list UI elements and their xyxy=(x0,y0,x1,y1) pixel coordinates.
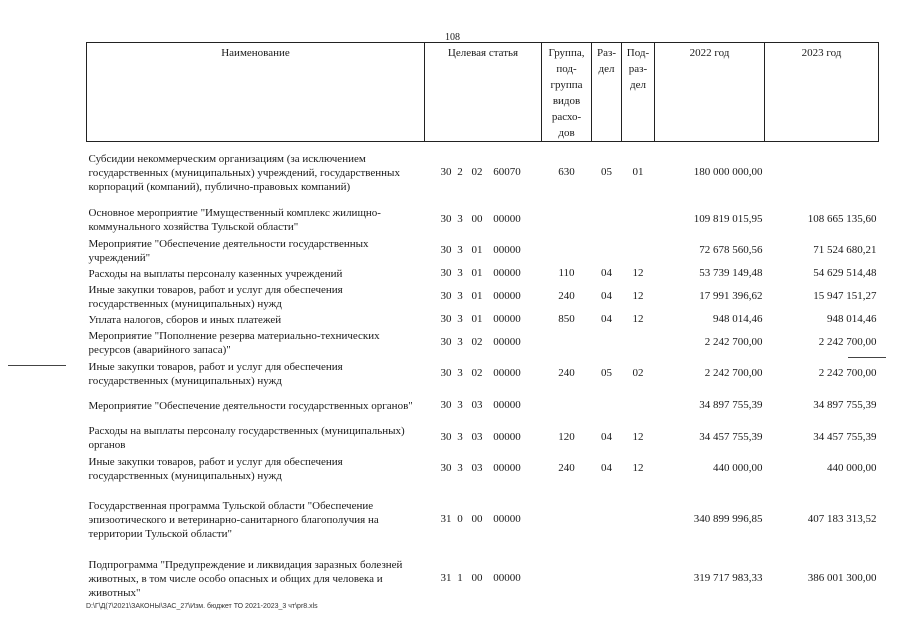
group-cell xyxy=(542,204,592,236)
target-article-cs3: 02 xyxy=(471,336,483,348)
table-row xyxy=(87,266,879,282)
target-article-cs4: 00000 xyxy=(493,267,521,279)
section-cell xyxy=(592,390,622,422)
page-number: 108 xyxy=(445,32,460,43)
target-article-cs1: 30 xyxy=(440,166,452,179)
target-article-cell xyxy=(425,236,542,266)
group-cell: 630 xyxy=(558,166,575,179)
subsection-cell: 12 xyxy=(632,313,644,325)
group-cell xyxy=(542,390,592,422)
table-row xyxy=(87,282,879,312)
amount-2023-cell: 386 001 300,00 xyxy=(807,572,877,584)
budget-table xyxy=(86,42,879,602)
subsection-cell xyxy=(622,556,655,602)
target-article-cs2: 2 xyxy=(457,166,463,179)
target-article-cell xyxy=(425,282,542,312)
target-article-cs4: 00000 xyxy=(493,513,521,525)
amount-2022-cell: 180 000 000,00 xyxy=(693,166,763,179)
header-section: Раз-дел xyxy=(592,43,622,142)
subsection-cell xyxy=(622,390,655,422)
row-name: Мероприятие "Обеспечение деятельности государственных органов" xyxy=(88,399,413,412)
row-name: Основное мероприятие "Имущественный комплекс жилищно-коммунального хозяйства Тульской области" xyxy=(88,206,381,233)
section-cell: 05 xyxy=(601,367,612,379)
section-cell: 04 xyxy=(601,267,612,279)
row-name: Государственная программа Тульской области "Обеспечение эпизоотического и ветеринарно-санитарного благополучия на территории Тульской области" xyxy=(88,499,379,540)
group-cell xyxy=(542,556,592,602)
group-cell xyxy=(542,328,592,358)
target-article-cell xyxy=(425,358,542,390)
target-article-cs2: 3 xyxy=(457,267,463,279)
group-cell: 240 xyxy=(558,462,575,474)
table-row xyxy=(87,236,879,266)
target-article-cs1: 30 xyxy=(440,244,452,256)
table-row xyxy=(87,390,879,422)
target-article-cs1: 30 xyxy=(440,431,452,443)
amount-2022-cell: 34 457 755,39 xyxy=(699,431,763,443)
group-cell xyxy=(542,236,592,266)
table-row xyxy=(87,312,879,328)
row-name: Субсидии некоммерческим организациям (за исключением государственных (муниципальных) учреждений, государственных корпораций (компаний), публично-правовых компаний) xyxy=(88,152,400,193)
target-article-cell xyxy=(425,492,542,548)
row-name: Иные закупки товаров, работ и услуг для обеспечения государственных (муниципальных) нужд xyxy=(88,455,343,482)
amount-2023-cell: 108 665 135,60 xyxy=(807,213,877,225)
target-article-cs1: 30 xyxy=(440,213,452,225)
row-name: Расходы на выплаты персоналу государственных (муниципальных) органов xyxy=(88,424,405,451)
row-name: Мероприятие "Пополнение резерва материально-технических ресурсов (аварийного запаса)" xyxy=(88,329,380,356)
target-article-cs3: 01 xyxy=(471,290,483,302)
header-subsection: Под-раз-дел xyxy=(622,43,655,142)
group-cell xyxy=(542,492,592,548)
subsection-cell: 12 xyxy=(632,267,644,279)
amount-2023-cell: 15 947 151,27 xyxy=(813,290,877,302)
target-article-cs2: 3 xyxy=(457,213,463,225)
page-break-line-left xyxy=(8,365,66,366)
target-article-cs3: 03 xyxy=(471,431,483,443)
target-article-cs3: 02 xyxy=(471,367,483,379)
table-row xyxy=(87,358,879,390)
target-article-cs4: 00000 xyxy=(493,244,521,256)
group-cell: 240 xyxy=(558,367,575,379)
section-cell xyxy=(592,328,622,358)
target-article-cs2: 0 xyxy=(457,513,463,525)
amount-2023-cell: 2 242 700,00 xyxy=(818,336,877,348)
target-article-cs2: 1 xyxy=(457,572,463,584)
spacer-cell xyxy=(87,548,879,556)
section-cell xyxy=(592,236,622,266)
amount-2022-cell: 72 678 560,56 xyxy=(699,244,763,256)
header-2022: 2022 год xyxy=(655,43,765,142)
amount-2022-cell: 2 242 700,00 xyxy=(704,367,763,379)
target-article-cs3: 01 xyxy=(471,313,483,325)
table-body xyxy=(87,142,879,602)
target-article-cs3: 03 xyxy=(471,462,483,474)
amount-2023-cell xyxy=(765,142,879,204)
target-article-cs1: 30 xyxy=(440,267,452,279)
row-name: Иные закупки товаров, работ и услуг для обеспечения государственных (муниципальных) нужд xyxy=(88,360,343,387)
target-article-cs4: 60070 xyxy=(493,166,521,179)
target-article-cell xyxy=(425,454,542,484)
target-article-cs3: 00 xyxy=(471,513,483,525)
section-cell: 04 xyxy=(601,431,612,443)
header-group: Группа, под-группа видов расхо-дов xyxy=(542,43,592,142)
target-article-cs2: 3 xyxy=(457,431,463,443)
target-article-cell xyxy=(425,556,542,602)
table-row xyxy=(87,556,879,602)
subsection-cell xyxy=(622,204,655,236)
header-2023: 2023 год xyxy=(765,43,879,142)
target-article-cs4: 00000 xyxy=(493,367,521,379)
amount-2022-cell: 948 014,46 xyxy=(713,313,763,325)
table-row xyxy=(87,422,879,454)
amount-2022-cell: 53 739 149,48 xyxy=(699,267,763,279)
amount-2023-cell: 34 897 755,39 xyxy=(813,399,877,411)
target-article-cell xyxy=(425,266,542,282)
target-article-cs4: 00000 xyxy=(493,313,521,325)
group-cell: 120 xyxy=(558,431,575,443)
header-target: Целевая статья xyxy=(425,43,542,142)
target-article-cs4: 00000 xyxy=(493,462,521,474)
group-cell: 240 xyxy=(558,290,575,302)
amount-2022-cell: 109 819 015,95 xyxy=(693,213,763,225)
amount-2023-cell: 71 524 680,21 xyxy=(813,244,877,256)
group-cell: 110 xyxy=(558,267,575,279)
target-article-cell xyxy=(425,142,542,204)
amount-2022-cell: 17 991 396,62 xyxy=(699,290,763,302)
target-article-cs4: 00000 xyxy=(493,213,521,225)
target-article-cs4: 00000 xyxy=(493,431,521,443)
target-article-cell xyxy=(425,390,542,422)
amount-2022-cell: 319 717 983,33 xyxy=(693,572,763,584)
amount-2023-cell: 2 242 700,00 xyxy=(818,367,877,379)
target-article-cs4: 00000 xyxy=(493,572,521,584)
row-name: Подпрограмма "Предупреждение и ликвидация заразных болезней животных, в том числе особо опасных и общих для человека и животных" xyxy=(88,558,403,599)
target-article-cs3: 00 xyxy=(471,213,483,225)
subsection-cell: 12 xyxy=(632,462,644,474)
file-path-footer: D:\Г\Д(7\2021\ЗАКОНЫ\ЗАС_27\Изм. бюджет ТО 2021-2023_3 чт\pr8.xls xyxy=(86,603,318,610)
section-cell: 05 xyxy=(601,166,612,179)
target-article-cs1: 30 xyxy=(440,462,452,474)
section-cell: 04 xyxy=(601,313,612,325)
target-article-cs2: 3 xyxy=(457,290,463,302)
target-article-cell xyxy=(425,328,542,358)
target-article-cs4: 00000 xyxy=(493,399,521,411)
target-article-cs2: 3 xyxy=(457,399,463,411)
amount-2022-cell: 34 897 755,39 xyxy=(699,399,763,411)
target-article-cs4: 00000 xyxy=(493,336,521,348)
table-header-row xyxy=(87,43,879,142)
amount-2022-cell: 440 000,00 xyxy=(713,462,763,474)
target-article-cs1: 30 xyxy=(440,313,452,325)
row-name: Иные закупки товаров, работ и услуг для обеспечения государственных (муниципальных) нужд xyxy=(88,283,343,310)
section-cell xyxy=(592,556,622,602)
amount-2022-cell: 2 242 700,00 xyxy=(704,336,763,348)
target-article-cs2: 3 xyxy=(457,313,463,325)
subsection-cell: 01 xyxy=(632,166,644,179)
subsection-cell: 02 xyxy=(632,367,644,379)
group-cell: 850 xyxy=(558,313,575,325)
target-article-cs3: 00 xyxy=(471,572,483,584)
subsection-cell: 12 xyxy=(632,290,644,302)
table-row xyxy=(87,492,879,548)
target-article-cs1: 30 xyxy=(440,336,452,348)
table-row xyxy=(87,454,879,484)
table-row xyxy=(87,204,879,236)
page-break-line-right xyxy=(848,357,886,358)
amount-2023-cell: 54 629 514,48 xyxy=(813,267,877,279)
row-name: Уплата налогов, сборов и иных платежей xyxy=(88,313,282,326)
target-article-cs1: 31 xyxy=(440,572,452,584)
target-article-cs3: 03 xyxy=(471,399,483,411)
spacer-cell xyxy=(87,484,879,492)
spacer-row xyxy=(87,548,879,556)
target-article-cs2: 3 xyxy=(457,244,463,256)
amount-2023-cell: 440 000,00 xyxy=(827,462,877,474)
subsection-cell: 12 xyxy=(632,431,644,443)
row-name: Мероприятие "Обеспечение деятельности государственных учреждений" xyxy=(88,237,369,264)
target-article-cell xyxy=(425,422,542,454)
section-cell: 04 xyxy=(601,290,612,302)
target-article-cs3: 02 xyxy=(471,166,483,179)
amount-2023-cell: 948 014,46 xyxy=(827,313,877,325)
target-article-cs1: 30 xyxy=(440,367,452,379)
section-cell xyxy=(592,204,622,236)
target-article-cs3: 01 xyxy=(471,267,483,279)
section-cell xyxy=(592,492,622,548)
subsection-cell xyxy=(622,236,655,266)
subsection-cell xyxy=(622,328,655,358)
spacer-row xyxy=(87,484,879,492)
amount-2023-cell: 34 457 755,39 xyxy=(813,431,877,443)
table-row xyxy=(87,328,879,358)
table-row xyxy=(87,142,879,204)
row-name: Расходы на выплаты персоналу казенных учреждений xyxy=(88,267,343,280)
header-name: Наименование xyxy=(87,43,425,142)
target-article-cs1: 30 xyxy=(440,290,452,302)
target-article-cs1: 31 xyxy=(440,513,452,525)
target-article-cs2: 3 xyxy=(457,462,463,474)
target-article-cs1: 30 xyxy=(440,399,452,411)
target-article-cell xyxy=(425,204,542,236)
amount-2022-cell: 340 899 996,85 xyxy=(693,513,763,525)
target-article-cs2: 3 xyxy=(457,367,463,379)
target-article-cell xyxy=(425,312,542,328)
target-article-cs4: 00000 xyxy=(493,290,521,302)
amount-2023-cell: 407 183 313,52 xyxy=(807,513,877,525)
target-article-cs2: 3 xyxy=(457,336,463,348)
target-article-cs3: 01 xyxy=(471,244,483,256)
subsection-cell xyxy=(622,492,655,548)
section-cell: 04 xyxy=(601,462,612,474)
